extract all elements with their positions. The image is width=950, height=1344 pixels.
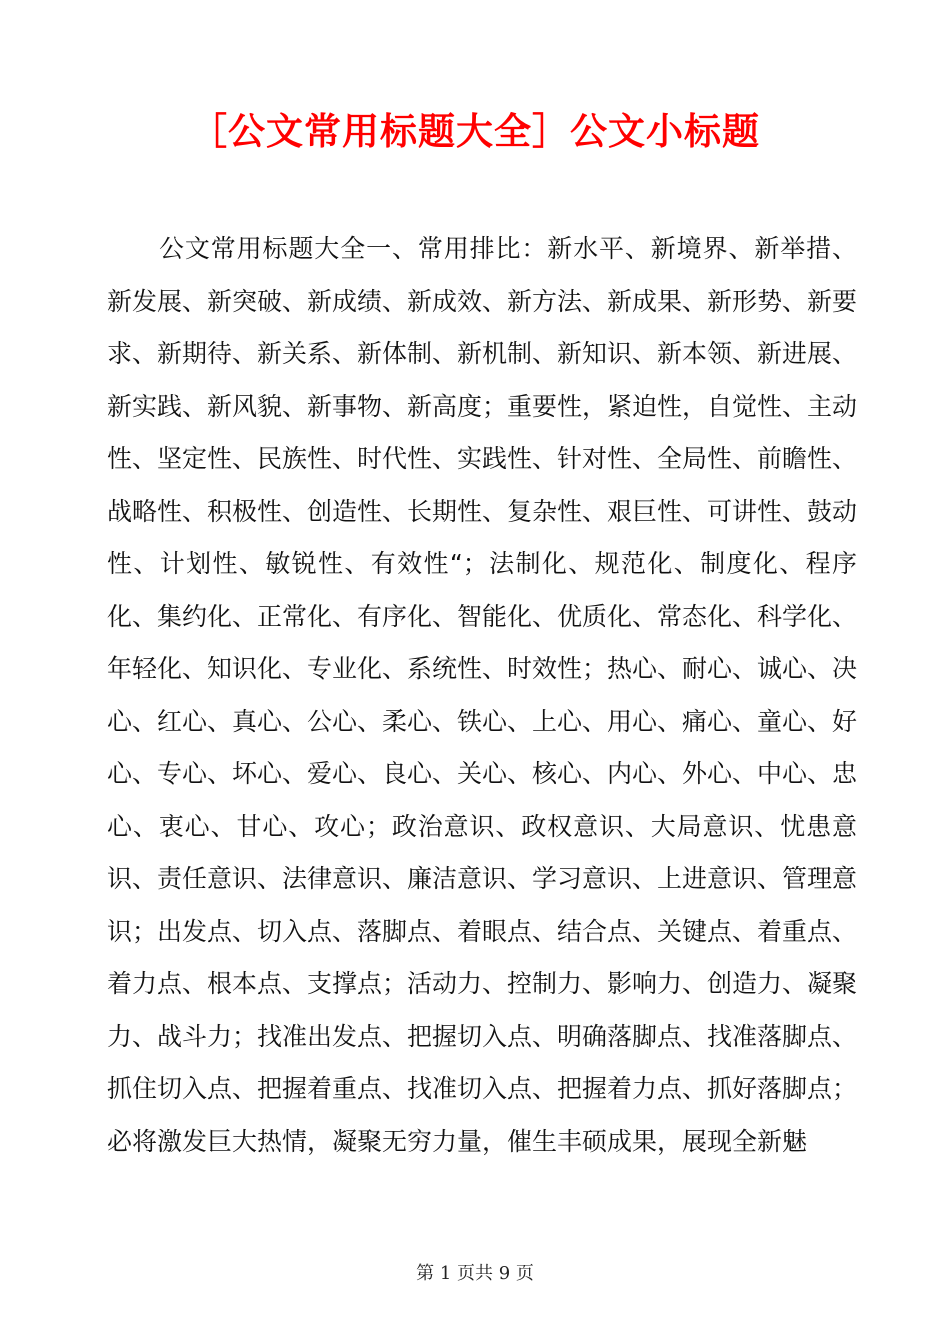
page-number-footer: 第 1 页共 9 页	[416, 1263, 534, 1284]
document-title: ［公文常用标题大全］公文小标题	[190, 110, 760, 153]
body-paragraph: 公文常用标题大全一、常用排比：新水平、新境界、新举措、新发展、新突破、新成绩、新成效、新方法、新成果、新形势、新要求、新期待、新关系、新体制、新机制、新知识、新本领、新进展、新实践、新风貌、新事物、新高度；重要性，紧迫性，自觉性、主动性、坚定性、民族性、时代性、实践性、针对性、全局性、前瞻性、战略性、积极性、创造性、长期性、复杂性、艰巨性、可讲性、鼓动性、计划性、敏锐性、有效性“；法制化、规范化、制度化、程序化、集约化、正常化、有序化、智能化、优质化、常态化、科学化、年轻化、知识化、专业化、系统性、时效性；热心、耐心、诚心、决心、红心、真心、公心、柔心、铁心、上心、用心、痛心、童心、好心、专心、坏心、爱心、良心、关心、核心、内心、外心、中心、忠心、衷心、甘心、攻心；政治意识、政权意识、大局意识、忧患意识、责任意识、法律意识、廉洁意识、学习意识、上进意识、管理意识；出发点、切入点、落脚点、着眼点、结合点、关键点、着重点、着力点、根本点、支撑点；活动力、控制力、影响力、创造力、凝聚力、战斗力；找准出发点、把握切入点、明确落脚点、找准落脚点、抓住切入点、把握着重点、找准切入点、把握着力点、抓好落脚点；必将激发巨大热情，凝聚无穷力量，催生丰硕成果，展现全新魅	[107, 234, 858, 1156]
